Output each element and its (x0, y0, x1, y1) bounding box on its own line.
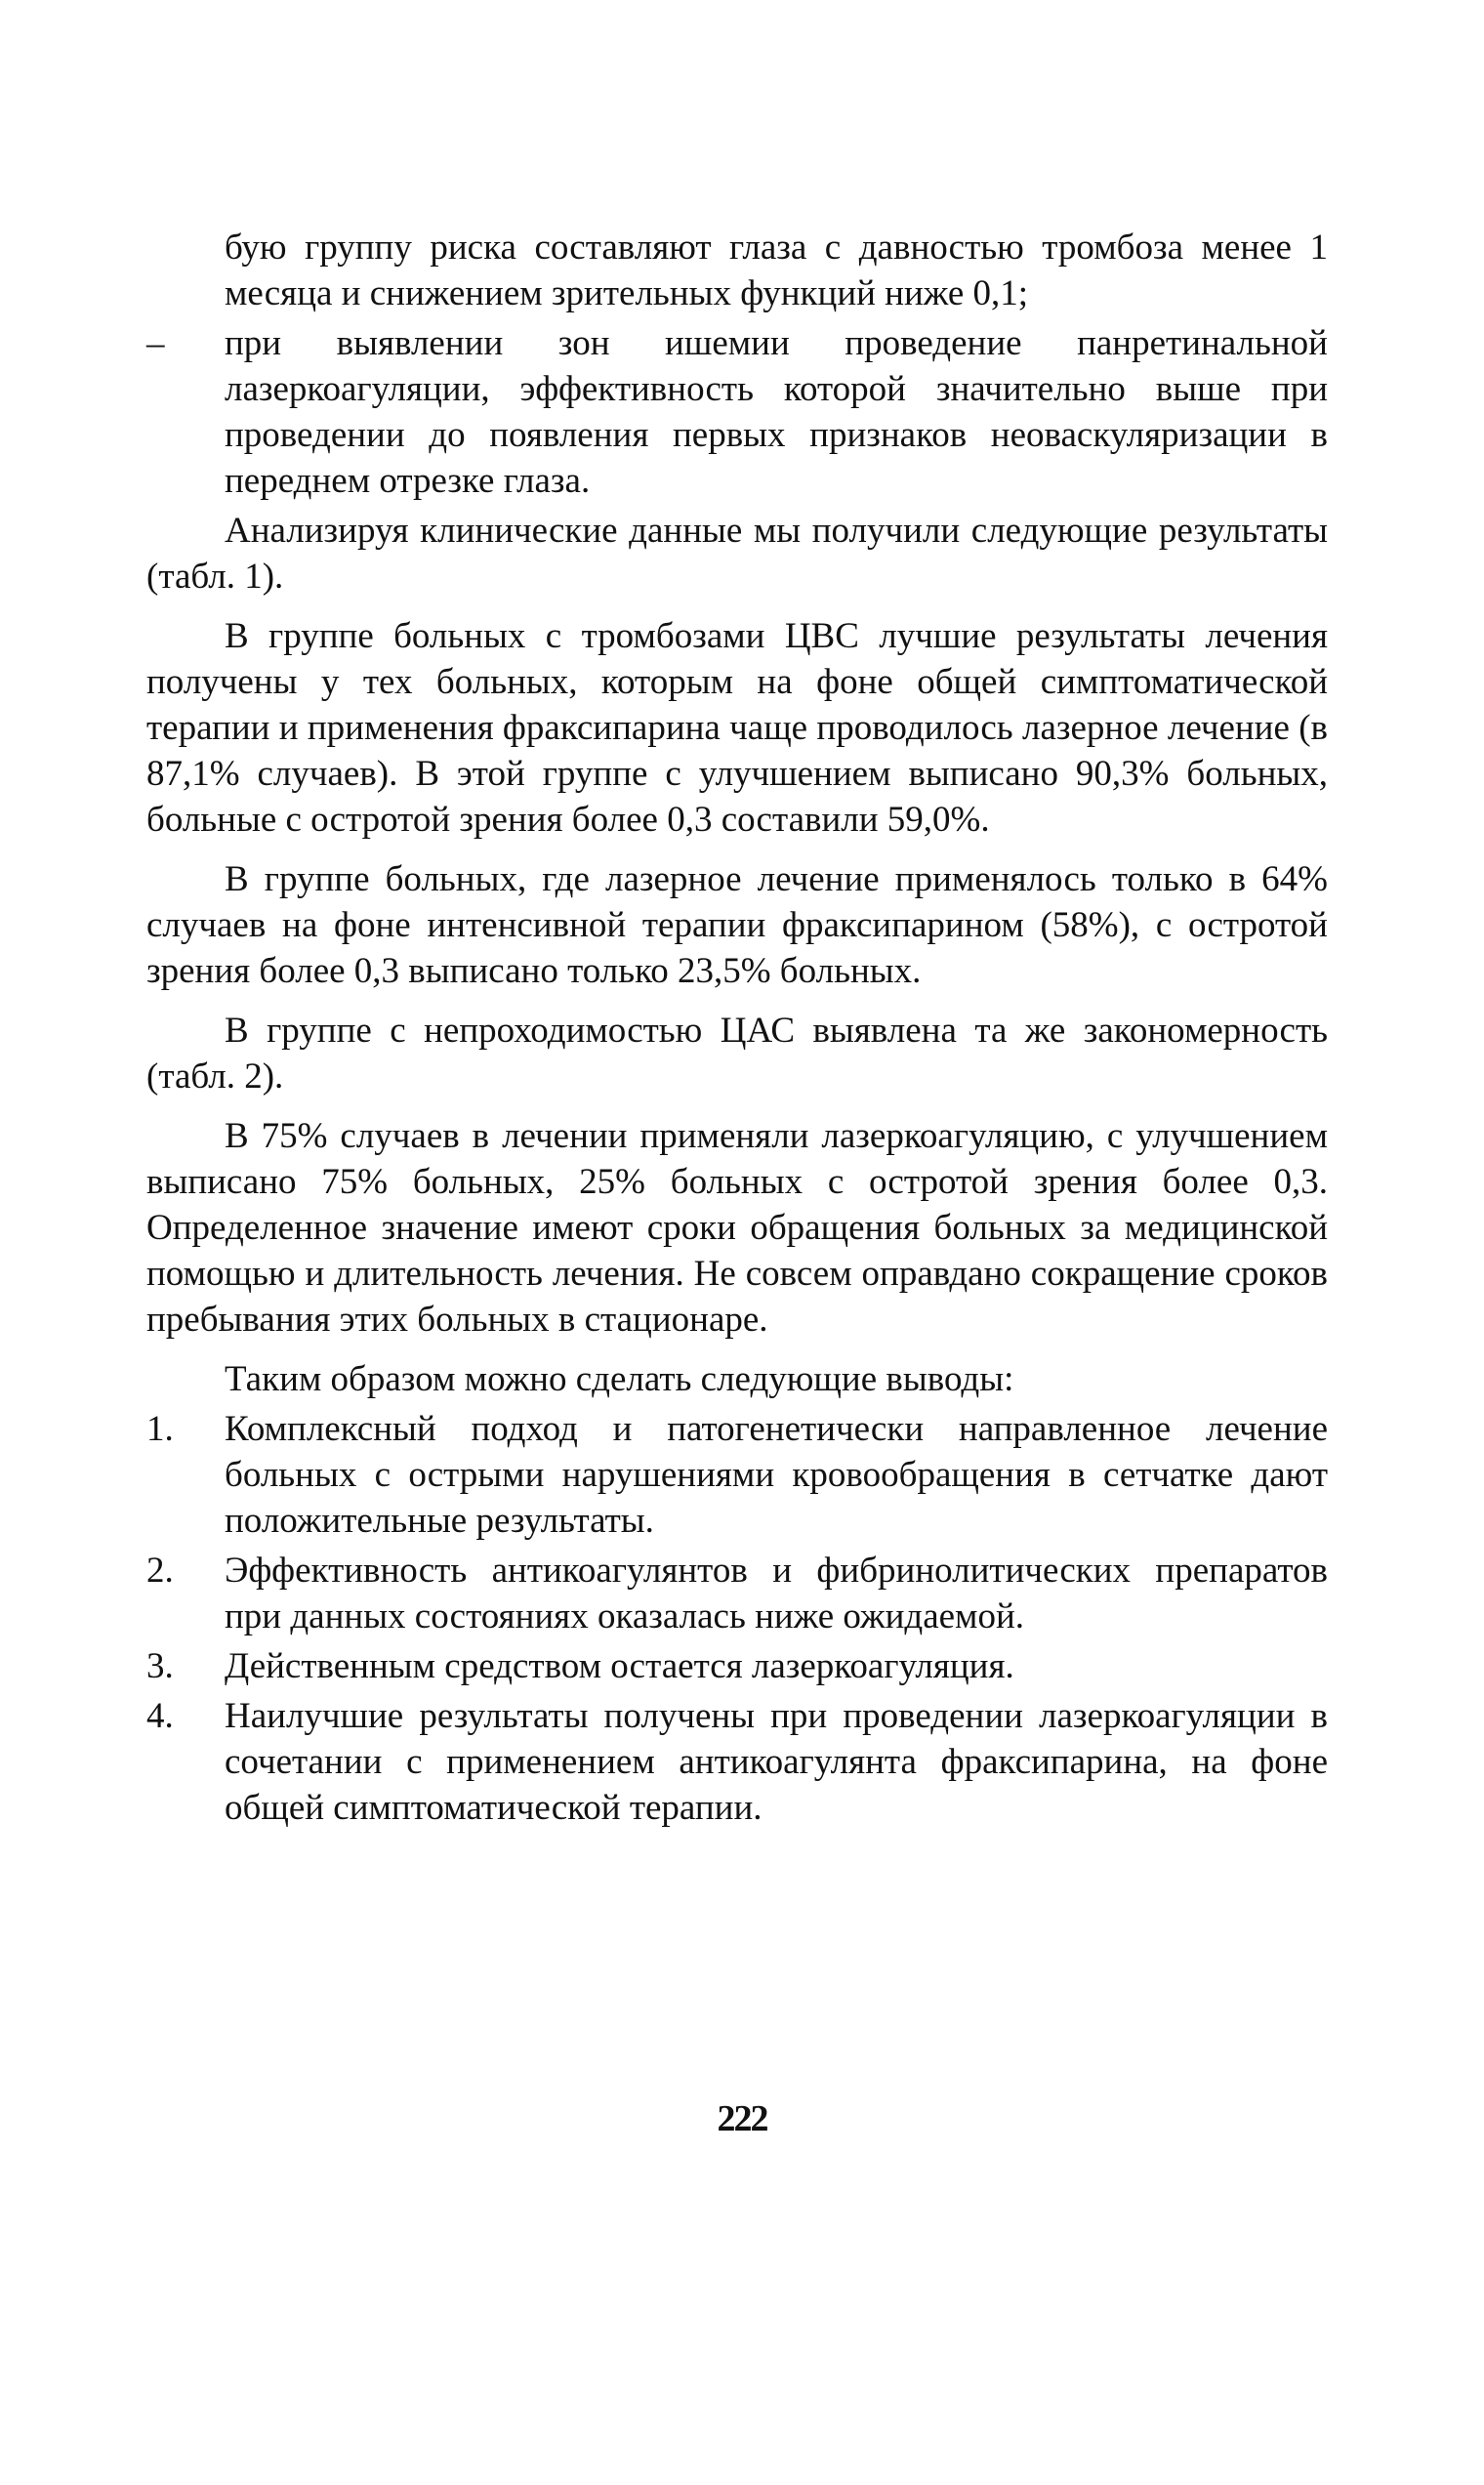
page-number: 222 (717, 2098, 767, 2139)
conclusions-intro: Таким образом можно сделать следующие выводы: (225, 1359, 1014, 1399)
dash-marker: – (146, 323, 165, 363)
paragraph: В группе с непроходимостью ЦАС выявлена та же закономерность (табл. 2). (146, 1011, 1328, 1097)
list-number: 2. (146, 1551, 174, 1591)
dash-list-item (146, 320, 1328, 504)
list-number: 3. (146, 1646, 174, 1686)
conclusion-text: Действенным средством остается лазеркоагуляция. (225, 1646, 1014, 1686)
paragraph: В группе больных, где лазерное лечение применялось только в 64% случаев на фоне интенсивной терапии фраксипарином (58%), с остротой зрения более 0,3 выписано только 23,5% больных. (146, 859, 1328, 991)
list-number: 1. (146, 1409, 174, 1449)
paragraph: В 75% случаев в лечении применяли лазеркоагуляцию, с улучшением выписано 75% больных, 25% больных с остротой зрения более 0,3. Определенное значение имеют сроки обращения больных за медицинской помощью и длительность лечения. Не совсем оправдано сокращение сроков пребывания этих больных в стационаре. (146, 1116, 1328, 1340)
conclusion-text: Эффективность антикоагулянтов и фибринолитических препаратов при данных состояниях оказалась ниже ожидаемой. (225, 1551, 1328, 1636)
list-number: 4. (146, 1696, 174, 1736)
dash-item-text: при выявлении зон ишемии проведение панретинальной лазеркоагуляции, эффективность которой значительно выше при проведении до появления первых признаков неоваскуляризации в переднем отрезке глаза. (225, 323, 1328, 501)
paragraph: Анализируя клинические данные мы получили следующие результаты (табл. 1). (146, 511, 1328, 597)
conclusion-item (146, 1406, 1328, 1544)
page-body (146, 225, 1328, 1835)
conclusion-item (146, 1643, 1328, 1689)
conclusion-text: Комплексный подход и патогенетически направленное лечение больных с острыми нарушениями кровообращения в сетчатке дают положительные результаты. (225, 1409, 1328, 1541)
conclusion-item (146, 1548, 1328, 1639)
paragraph: В группе больных с тромбозами ЦВС лучшие результаты лечения получены у тех больных, которым на фоне общей симптоматической терапии и применения фраксипарина чаще проводилось лазерное лечение (в 87,1% случаев). В этой группе с улучшением выписано 90,3% больных, больные с остротой зрения более 0,3 составили 59,0%. (146, 616, 1328, 840)
continuation-paragraph: бую группу риска составляют глаза с давностью тромбоза менее 1 месяца и снижением зрительных функций ниже 0,1; (225, 228, 1328, 313)
conclusion-item (146, 1693, 1328, 1831)
conclusion-text: Наилучшие результаты получены при проведении лазеркоагуляции в сочетании с применением антикоагулянта фраксипарина, на фоне общей симптоматической терапии. (225, 1696, 1328, 1828)
